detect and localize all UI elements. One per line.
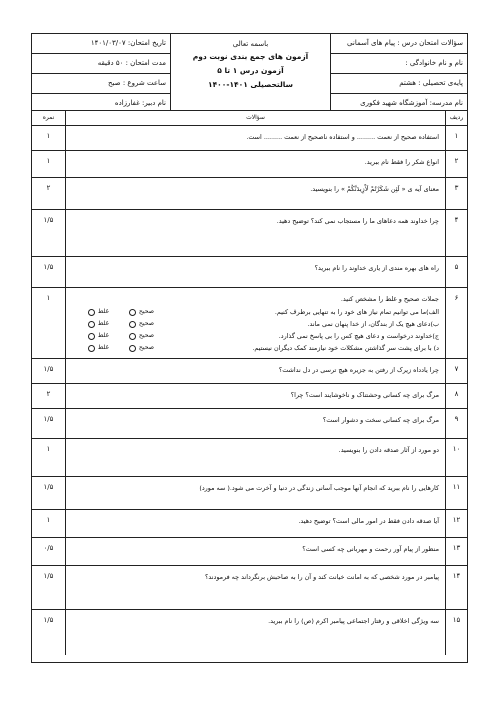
question-row xyxy=(32,510,467,538)
question-number: ۲ xyxy=(445,151,467,177)
question-number: ۵ xyxy=(445,257,467,287)
question-score: ۱/۵ xyxy=(43,415,54,423)
question-cell xyxy=(65,384,445,408)
true-false-item xyxy=(70,330,439,342)
question-score: ۱ xyxy=(46,294,51,302)
question-text: چرا خداوند همه دعاهای ما را مستجاب نمی کند؟ توضیح دهید. xyxy=(276,217,439,225)
question-row xyxy=(32,439,467,477)
false-radio-icon[interactable] xyxy=(88,309,95,316)
question-text: کارهایی را نام ببرید که انجام آنها موجب آسانی زندگی در دنیا و آخرت می شود.( سه مورد) xyxy=(199,484,439,492)
question-row xyxy=(32,610,467,655)
question-score: ۱/۵ xyxy=(43,216,54,224)
question-row xyxy=(32,566,467,610)
question-cell xyxy=(65,288,445,358)
question-score: ۱ xyxy=(46,445,51,453)
question-text: پیامبر در مورد شخصی که به امانت خیانت کند و آن را به صاحبش برنگرداند چه فرمودند؟ xyxy=(204,573,439,581)
question-cell xyxy=(65,510,445,537)
question-number: ۱ xyxy=(445,126,467,150)
choice-group xyxy=(70,307,154,317)
question-number: ۶ xyxy=(445,288,467,358)
bismillah: باسمه تعالی xyxy=(232,40,269,48)
header-info-left xyxy=(32,34,170,110)
question-text: جملات صحیح و غلط را مشخص کنید. xyxy=(340,295,439,303)
false-radio-icon[interactable] xyxy=(88,333,95,340)
question-text: چرا یادداه زیرک از رفتن به جزیره هیچ ترسی در دل نداشت؟ xyxy=(278,366,439,374)
question-number: ۷ xyxy=(445,359,467,383)
false-radio-icon[interactable] xyxy=(88,345,95,352)
statement-text: الف)ما می توانیم تمام نیاز های خود را به تنهایی برطرف کنیم. xyxy=(274,308,439,316)
question-cell xyxy=(65,477,445,509)
false-radio-icon[interactable] xyxy=(88,321,95,328)
question-number: ۱۴ xyxy=(445,566,467,609)
question-text: راه های بهره مندی از یاری خداوند را نام ببرید؟ xyxy=(314,264,439,272)
question-score: ۱/۵ xyxy=(43,365,54,373)
question-row xyxy=(32,538,467,566)
academic-year: سالتحصیلی ۱۴۰۱-۱۴۰۰ xyxy=(208,80,293,89)
question-row xyxy=(32,257,467,288)
question-score: ۱/۵ xyxy=(43,263,54,271)
true-false-item xyxy=(70,306,439,318)
question-text: سه ویژگی اخلاقی و رفتار اجتماعی پیامبر اکرم (ص) را نام ببرید. xyxy=(268,617,439,625)
question-score: ۱/۵ xyxy=(43,483,54,491)
exam-series: آزمون های جمع بندی نوبت دوم xyxy=(192,52,309,61)
question-cell xyxy=(65,151,445,177)
school-name: نام مدرسه: آموزشگاه شهید فکوری xyxy=(360,99,463,107)
table-header xyxy=(32,111,467,126)
question-row xyxy=(32,384,467,409)
question-cell xyxy=(65,610,445,655)
statement-text: ج)خداوند درخواست و دعای هیچ کس را بی پاسخ نمی گذارد. xyxy=(278,332,439,340)
exam-scope: آزمون درس ۱ تا ۵ xyxy=(217,66,284,75)
true-false-item xyxy=(70,342,439,354)
question-cell xyxy=(65,566,445,609)
question-row xyxy=(32,359,467,384)
question-cell xyxy=(65,126,445,150)
question-number: ۱۵ xyxy=(445,610,467,655)
col-header-score: نمره xyxy=(42,114,55,121)
false-label: غلط xyxy=(97,344,109,351)
col-header-question: سؤالات xyxy=(65,111,445,125)
exam-date: تاریخ امتحان: ۱۴۰۱/۰۳/۰۷ xyxy=(32,34,170,54)
true-false-item xyxy=(70,318,439,330)
question-text: مرگ برای چه کسانی وحشتناک و ناخوشایند است؟ چرا؟ xyxy=(290,391,439,399)
header-info-right xyxy=(330,34,467,110)
question-row xyxy=(32,178,467,210)
question-cell xyxy=(65,257,445,287)
choice-group xyxy=(70,331,154,341)
question-number: ۱۳ xyxy=(445,538,467,565)
exam-duration: مدت امتحان : ۵۰ دقیقه xyxy=(32,54,170,74)
statement-text: ب)دعای هیچ یک از بندگان، از خدا پنهان نمی ماند. xyxy=(307,320,439,328)
false-label: غلط xyxy=(97,320,109,327)
question-list xyxy=(32,126,467,655)
question-row xyxy=(32,126,467,151)
question-score: ۱/۵ xyxy=(43,572,54,580)
question-number: ۳ xyxy=(445,178,467,209)
question-score: ۱ xyxy=(46,132,51,140)
question-cell xyxy=(65,439,445,476)
question-score: ۱ xyxy=(46,157,51,165)
question-score: ۰/۵ xyxy=(43,544,54,552)
question-number: ۹ xyxy=(445,409,467,438)
grade-level: پایه‌ی تحصیلی : هشتم xyxy=(331,74,467,94)
true-radio-icon[interactable] xyxy=(129,333,136,340)
true-false-items xyxy=(70,306,439,354)
statement-text: د) با برای پشت سر گذاشتن مشکلات خود نیازمند کمک دیگران نیستیم. xyxy=(252,344,439,352)
question-text: مرگ برای چه کسانی سخت و دشوار است؟ xyxy=(322,416,439,424)
question-score: ۱ xyxy=(46,516,51,524)
question-text: آیا صدقه دادن فقط در امور مالی است؟ توضیح دهید. xyxy=(298,517,439,525)
true-radio-icon[interactable] xyxy=(129,345,136,352)
question-row xyxy=(32,210,467,257)
question-number: ۱۱ xyxy=(445,477,467,509)
question-cell xyxy=(65,210,445,256)
question-number: ۱۲ xyxy=(445,510,467,537)
question-row xyxy=(32,477,467,510)
col-header-num: ردیف xyxy=(445,111,467,125)
false-label: غلط xyxy=(97,308,109,315)
question-cell xyxy=(65,178,445,209)
true-radio-icon[interactable] xyxy=(129,309,136,316)
student-name-field: نام و نام خانوادگی : xyxy=(331,54,467,74)
start-time: ساعت شروع : صبح xyxy=(32,74,170,94)
question-score: ۲ xyxy=(46,184,51,192)
exam-header xyxy=(32,34,467,111)
question-number: ۱۰ xyxy=(445,439,467,476)
true-label: صحیح xyxy=(138,344,154,351)
true-label: صحیح xyxy=(138,332,154,339)
course-title: سؤالات امتحان درس : پیام های آسمانی xyxy=(331,34,467,54)
question-text: منظور از پیام آور رحمت و مهربانی چه کسی است؟ xyxy=(302,545,439,553)
header-title-block xyxy=(170,34,330,110)
question-cell xyxy=(65,409,445,438)
question-cell xyxy=(65,538,445,565)
question-text: انواع شکر را فقط نام ببرید. xyxy=(364,158,439,166)
true-radio-icon[interactable] xyxy=(129,321,136,328)
question-row xyxy=(32,151,467,178)
question-cell xyxy=(65,359,445,383)
true-label: صحیح xyxy=(138,308,154,315)
question-score: ۱/۵ xyxy=(43,616,54,624)
question-row xyxy=(32,409,467,439)
question-number: ۸ xyxy=(445,384,467,408)
false-label: غلط xyxy=(97,332,109,339)
question-row xyxy=(32,288,467,359)
choice-group xyxy=(70,343,154,353)
question-text: دو مورد از آثار صدقه دادن را بنویسید. xyxy=(338,446,439,454)
question-score: ۲ xyxy=(46,390,51,398)
exam-sheet xyxy=(31,33,468,663)
question-text: استفاده صحیح از نعمت ......... و استفاده ناصحیح از نعمت ......... است. xyxy=(246,133,439,141)
choice-group xyxy=(70,319,154,329)
teacher-name: نام دبیر: غفارزاده xyxy=(114,99,166,107)
question-text: معنای آیه ی « لَئِن شَكَرْتُمْ لَأَزِيدَنَّكُمْ » را بنویسید. xyxy=(310,185,439,193)
question-number: ۴ xyxy=(445,210,467,256)
true-label: صحیح xyxy=(138,320,154,327)
